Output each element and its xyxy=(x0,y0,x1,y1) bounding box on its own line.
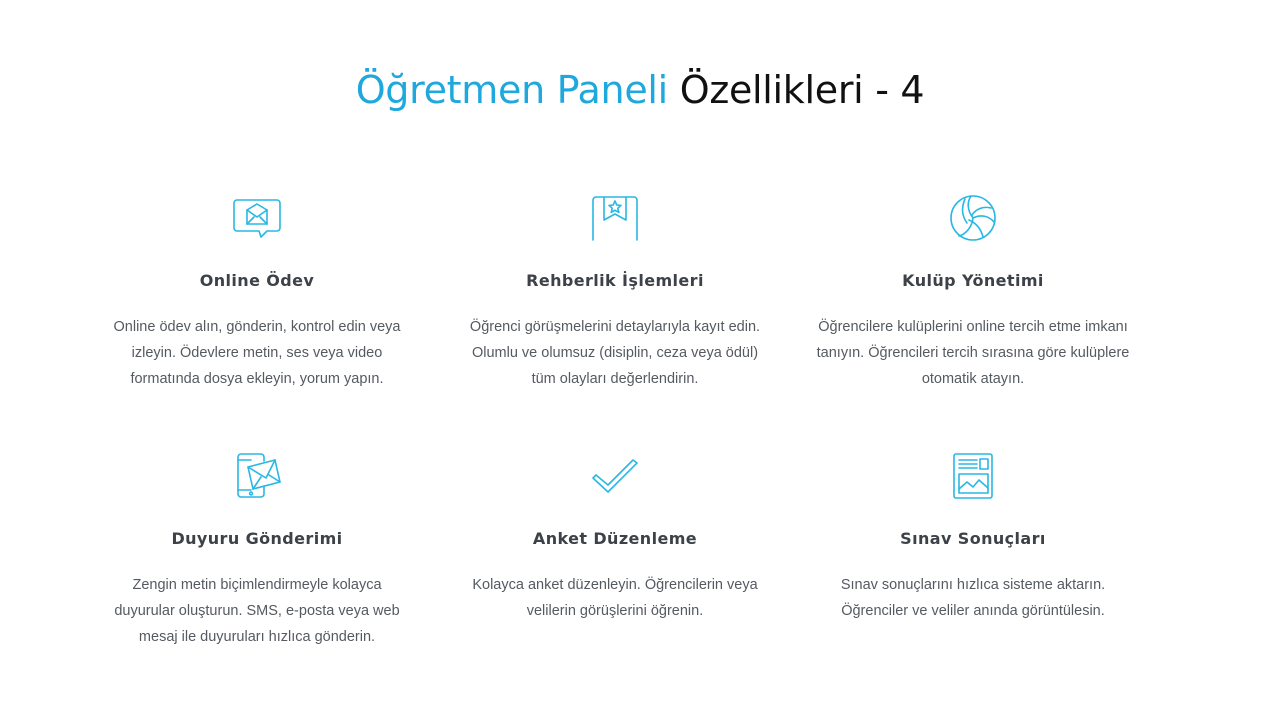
volleyball-icon xyxy=(945,190,1001,246)
description-line: Zengin metin biçimlendirmeyle kolayca xyxy=(132,577,382,593)
feature-description xyxy=(808,314,1138,392)
feature-title: Anket Düzenleme xyxy=(532,529,698,548)
description-line: tanıyın. Öğrencileri tercih sırasına göre kulüplere xyxy=(816,345,1130,361)
description-line: otomatik atayın. xyxy=(921,371,1025,387)
phone-envelope-icon xyxy=(229,448,285,504)
feature-title: Online Ödev xyxy=(199,271,315,290)
envelope-chat-icon xyxy=(229,190,285,246)
slide-title-accent: Öğretmen Paneli xyxy=(355,68,668,112)
feature-description xyxy=(808,572,1138,624)
feature-description xyxy=(450,572,780,624)
bookmark-star-icon xyxy=(587,190,643,246)
feature-description xyxy=(92,572,422,650)
description-line: formatında dosya ekleyin, yorum yapın. xyxy=(130,371,384,387)
description-line: Online ödev alın, gönderin, kontrol edin veya xyxy=(113,319,401,335)
description-line: izleyin. Ödevlere metin, ses veya video xyxy=(131,345,383,361)
feature-title: Duyuru Gönderimi xyxy=(171,529,343,548)
feature-title: Kulüp Yönetimi xyxy=(902,271,1044,290)
description-line: Olumlu ve olumsuz (disiplin, ceza veya ödül) xyxy=(471,345,759,361)
description-line: Sınav sonuçlarını hızlıca sisteme aktarın. xyxy=(840,577,1106,593)
description-line: Öğrenciler ve veliler anında görüntülesin. xyxy=(841,603,1105,619)
feature-description xyxy=(450,314,780,392)
description-line: Kolayca anket düzenleyin. Öğrencilerin veya xyxy=(472,577,758,593)
description-line: mesaj ile duyuruları hızlıca gönderin. xyxy=(138,629,376,645)
description-line: velilerin görüşlerini öğrenin. xyxy=(526,603,704,619)
description-line: Öğrencilere kulüplerini online tercih etme imkanı xyxy=(818,319,1128,335)
description-line: duyurular oluşturun. SMS, e-posta veya web xyxy=(114,603,400,619)
description-line: tüm olayları değerlendirin. xyxy=(531,371,699,387)
feature-title: Rehberlik İşlemleri xyxy=(526,271,704,290)
feature-title: Sınav Sonuçları xyxy=(900,529,1046,548)
slide-title-rest: Özellikleri - 4 xyxy=(679,68,925,112)
feature-description xyxy=(92,314,422,392)
description-line: Öğrenci görüşmelerini detaylarıyla kayıt edin. xyxy=(469,319,761,335)
newspaper-icon xyxy=(945,448,1001,504)
checkmark-icon xyxy=(587,448,643,504)
slide-title xyxy=(0,62,1280,118)
